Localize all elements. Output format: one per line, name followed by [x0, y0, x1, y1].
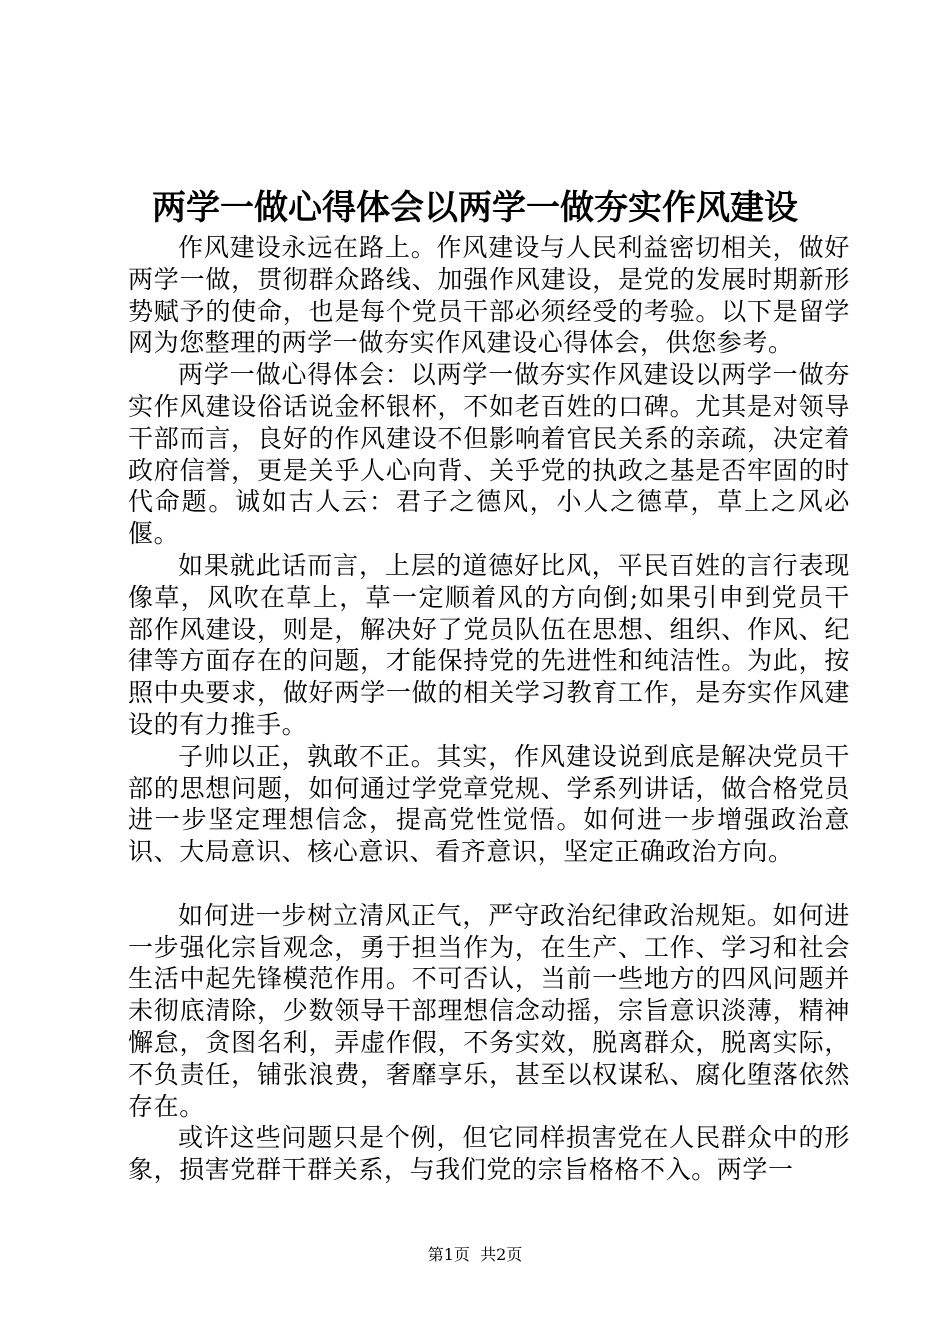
document-title: 两学一做心得体会以两学一做夯实作风建设: [152, 188, 798, 228]
paragraph-1: 作风建设永远在路上。作风建设与人民利益密切相关，做好两学一做，贯彻群众路线、加强作风建设，是党的发展时期新形势赋予的使命，也是每个党员干部必须经受的考验。以下是留学网为您整理的两学一做夯实作风建设心得体会，供您参考。: [128, 233, 850, 358]
paragraph-4: 子帅以正，孰敢不正。其实，作风建设说到底是解决党员干部的思想问题，如何通过学党章党规、学系列讲话，做合格党员进一步坚定理想信念，提高党性觉悟。如何进一步增强政治意识、大局意识、核心意识、看齐意识，坚定正确政治方向。: [128, 741, 850, 867]
page-footer: [0, 1244, 950, 1266]
document-body: [128, 232, 850, 1186]
paragraph-5: 如何进一步树立清风正气，严守政治纪律政治规矩。如何进一步强化宗旨观念，勇于担当作为，在生产、工作、学习和社会生活中起先锋模范作用。不可否认，当前一些地方的四风问题并未彻底清除，少数领导干部理想信念动摇，宗旨意识淡薄，精神懈怠，贪图名利，弄虚作假，不务实效，脱离群众，脱离实际，不负责任，铺张浪费，奢靡享乐，甚至以权谋私、腐化堕落依然存在。: [128, 900, 850, 1121]
page-number-label: 第1页 共2页: [427, 1245, 523, 1264]
paragraph-3: 如果就此话而言，上层的道德好比风，平民百姓的言行表现像草，风吹在草上，草一定顺着风的方向倒;如果引申到党员干部作风建设，则是，解决好了党员队伍在思想、组织、作风、纪律等方面存在的问题，才能保持党的先进性和纯洁性。为此，按照中央要求，做好两学一做的相关学习教育工作，是夯实作风建设的有力推手。: [128, 550, 850, 739]
paragraph-6: 或许这些问题只是个例，但它同样损害党在人民群众中的形象，损害党群干群关系，与我们党的宗旨格格不入。两学一: [128, 1123, 850, 1185]
paragraph-2: 两学一做心得体会：以两学一做夯实作风建设以两学一做夯实作风建设俗话说金杯银杯，不如老百姓的口碑。尤其是对领导干部而言，良好的作风建设不但影响着官民关系的亲疏，决定着政府信誉，更是关乎人心向背、关乎党的执政之基是否牢固的时代命题。诚如古人云：君子之德风，小人之德草，草上之风必偃。: [128, 360, 850, 549]
